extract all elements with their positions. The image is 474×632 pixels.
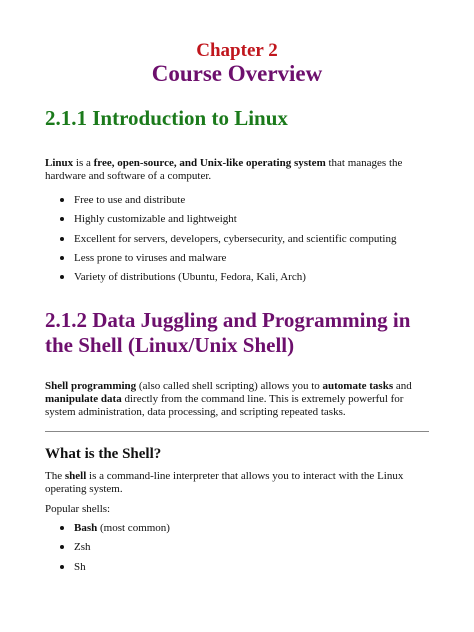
- shell-name: Zsh: [74, 541, 91, 554]
- popular-shells-list: [45, 522, 170, 580]
- chapter-title: Course Overview: [151, 61, 323, 86]
- shell-definition-paragraph: [45, 470, 435, 496]
- heading-line: the Shell (Linux/Unix Shell): [45, 333, 295, 357]
- list-item: Excellent for servers, developers, cybersecurity, and scientific computing: [45, 233, 396, 252]
- linux-features-list: [45, 194, 396, 290]
- list-item: [45, 561, 170, 580]
- text-span: (also called shell scripting) allows you to: [136, 380, 323, 392]
- text-span: directly from the command line. This is extremely powerful for system administration, data processing, and scripting repeated tasks.: [45, 393, 404, 418]
- text-span: that manages the hardware and software of a computer.: [45, 157, 403, 182]
- text-span: The: [45, 470, 65, 482]
- shell-name: Bash: [74, 522, 98, 534]
- list-item: [45, 522, 170, 541]
- bold-linux: Linux: [45, 157, 74, 169]
- linux-intro-paragraph: [45, 157, 435, 183]
- list-item: Variety of distributions (Ubuntu, Fedora, Kali, Arch): [45, 271, 396, 290]
- heading-line: 2.1.2 Data Juggling and Programming in: [45, 308, 411, 332]
- section-heading-intro-linux: 2.1.1 Introduction to Linux: [45, 106, 288, 130]
- bold-automate-tasks: automate tasks: [322, 380, 394, 392]
- shell-name: Sh: [74, 560, 86, 573]
- text-span: is a command-line interpreter that allows you to interact with the Linux operating system.: [45, 470, 404, 495]
- chapter-number: Chapter 2: [196, 40, 278, 61]
- subheading-what-is-shell: What is the Shell?: [45, 446, 162, 462]
- text-span: is a: [73, 157, 94, 169]
- popular-shells-label: Popular shells:: [45, 503, 111, 515]
- bold-manipulate-data: manipulate data: [45, 393, 122, 405]
- bold-shell-programming: Shell programming: [45, 380, 137, 392]
- list-item: Highly customizable and lightweight: [45, 213, 396, 232]
- list-item: [45, 541, 170, 560]
- list-item: Less prone to viruses and malware: [45, 252, 396, 271]
- bold-os-description: free, open-source, and Unix-like operating system: [93, 157, 326, 169]
- bold-shell: shell: [64, 470, 87, 482]
- section-heading-shell: [45, 308, 445, 358]
- horizontal-divider: [45, 431, 429, 432]
- text-span: and: [393, 380, 412, 392]
- shell-note: (most common): [97, 522, 170, 534]
- list-item: Free to use and distribute: [45, 194, 396, 213]
- shell-programming-paragraph: [45, 380, 435, 419]
